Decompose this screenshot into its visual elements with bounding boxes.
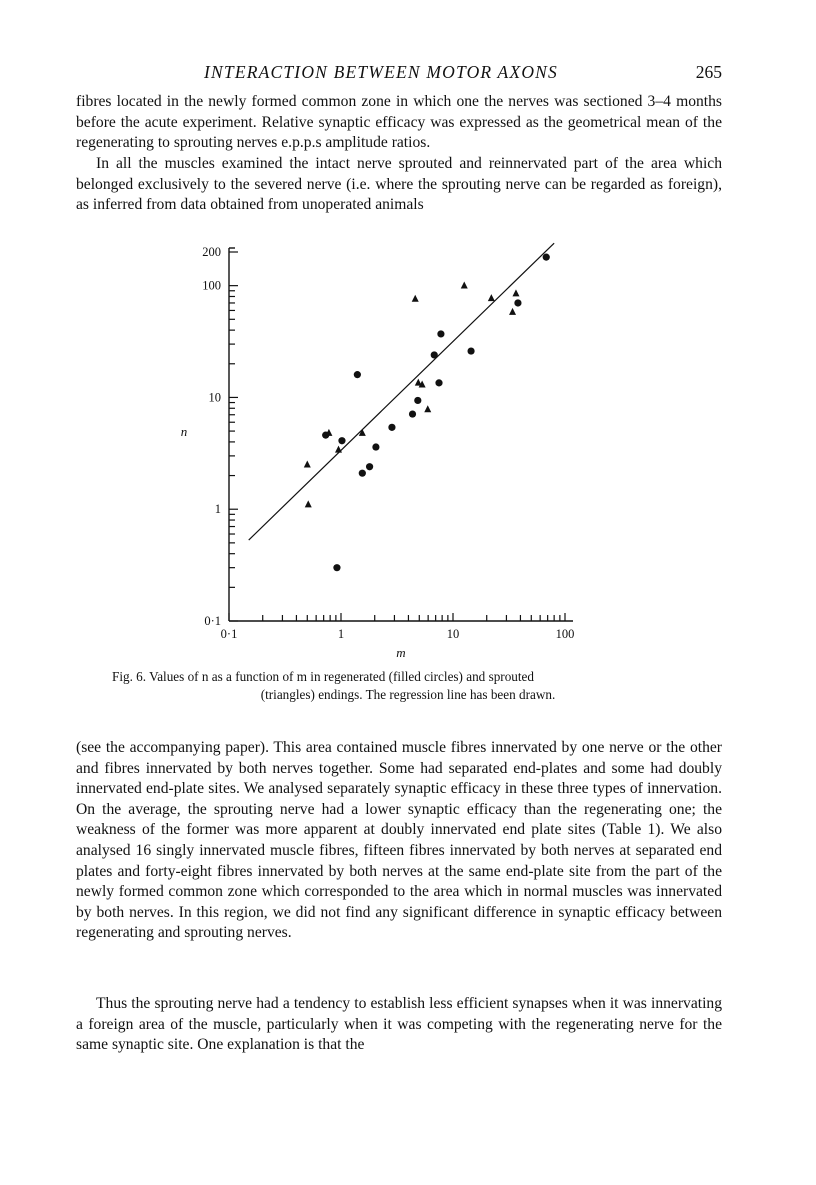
running-header: [76, 62, 722, 86]
sprouted-point-triangle: [509, 308, 516, 315]
regenerated-point-circle: [467, 347, 474, 354]
regenerated-point-circle: [543, 254, 550, 261]
sprouted-point-triangle: [305, 500, 312, 507]
regenerated-point-circle: [388, 424, 395, 431]
y-tick-label: 1: [214, 502, 221, 517]
sprouted-point-triangle: [412, 295, 419, 302]
paragraph-3: (see the accompanying paper). This area contained muscle fibres innervated by one nerve or the other and fibres innervated by both nerves together. Some had separated end-plates and some had doubly innervated end-plate sites. We analysed separately synaptic efficacy in these three types of innervation. On the average, the sprouting nerve had a lower synaptic efficacy than the regenerating one; the weakness of the former was more apparent at doubly innervated end plate sites (Table 1). We also analysed 16 singly innervated muscle fibres, fifteen fibres innervated by both nerves at separated end plates and forty-eight fibres innervated by both nerves at the same end-plate site from the part of the newly formed common zone which corresponded to the area which in normal muscles was innervated by both nerves. In this region, we did not find any significant difference in synaptic efficacy between regenerating and sprouting nerves.: [76, 739, 722, 942]
regenerated-point-circle: [514, 299, 521, 306]
y-tick-label: 10: [208, 390, 221, 405]
regenerated-point-circle: [338, 437, 345, 444]
sprouted-point-triangle: [424, 405, 431, 412]
y-tick-label: 200: [202, 245, 221, 259]
regenerated-point-circle: [354, 371, 361, 378]
x-tick-label: 0·1: [220, 627, 238, 641]
caption-line-1: Fig. 6. Values of n as a function of m in regenerated (filled circles) and sprouted: [112, 669, 534, 684]
figure-6-scatter-plot: [170, 236, 590, 666]
x-axis-label: m: [396, 645, 406, 660]
regenerated-point-circle: [437, 330, 444, 337]
regenerated-point-circle: [333, 564, 340, 571]
sprouted-point-triangle: [335, 446, 342, 453]
x-tick-label: 10: [446, 627, 460, 641]
regenerated-point-circle: [409, 410, 416, 417]
caption-line-2: (triangles) endings. The regression line has been drawn.: [260, 687, 556, 702]
running-title: INTERACTION BETWEEN MOTOR AXONS: [204, 62, 558, 82]
sprouted-point-triangle: [304, 461, 311, 468]
x-tick-label: 1: [337, 627, 345, 641]
paragraph-2: In all the muscles examined the intact nerve sprouted and reinnervated part of the area which belonged exclusively to the severed nerve (i.e. where the sprouting nerve can be regarded as foreign), as inferred from data obtained from unoperated animals: [76, 155, 722, 214]
page-number: 265: [695, 62, 722, 82]
sprouted-point-triangle: [512, 289, 519, 296]
x-tick-label: 100: [555, 627, 575, 641]
y-tick-label: 100: [202, 278, 221, 293]
regenerated-point-circle: [372, 443, 379, 450]
regenerated-point-circle: [431, 351, 438, 358]
regenerated-point-circle: [359, 470, 366, 477]
paragraph-4: Thus the sprouting nerve had a tendency to establish less efficient synapses when it was innervating a foreign area of the muscle, particularly when it was competing with the regenerating nerve for the same synaptic site. One explanation is that the: [76, 995, 722, 1054]
y-tick-label: 0·1: [204, 614, 221, 628]
paragraph-1: fibres located in the newly formed common zone in which one the nerves was sectioned 3–4 months before the acute experiment. Relative synaptic efficacy was expressed as the geometrical mean of the regenerating to sprouting nerves e.p.p.s amplitude ratios.: [76, 93, 722, 152]
sprouted-point-triangle: [488, 294, 495, 301]
regenerated-point-circle: [414, 397, 421, 404]
regenerated-point-circle: [435, 379, 442, 386]
regression-line: [249, 243, 554, 540]
sprouted-point-triangle: [461, 281, 468, 288]
figure-caption: [112, 668, 704, 704]
y-axis-label: n: [180, 424, 188, 439]
regenerated-point-circle: [366, 463, 373, 470]
